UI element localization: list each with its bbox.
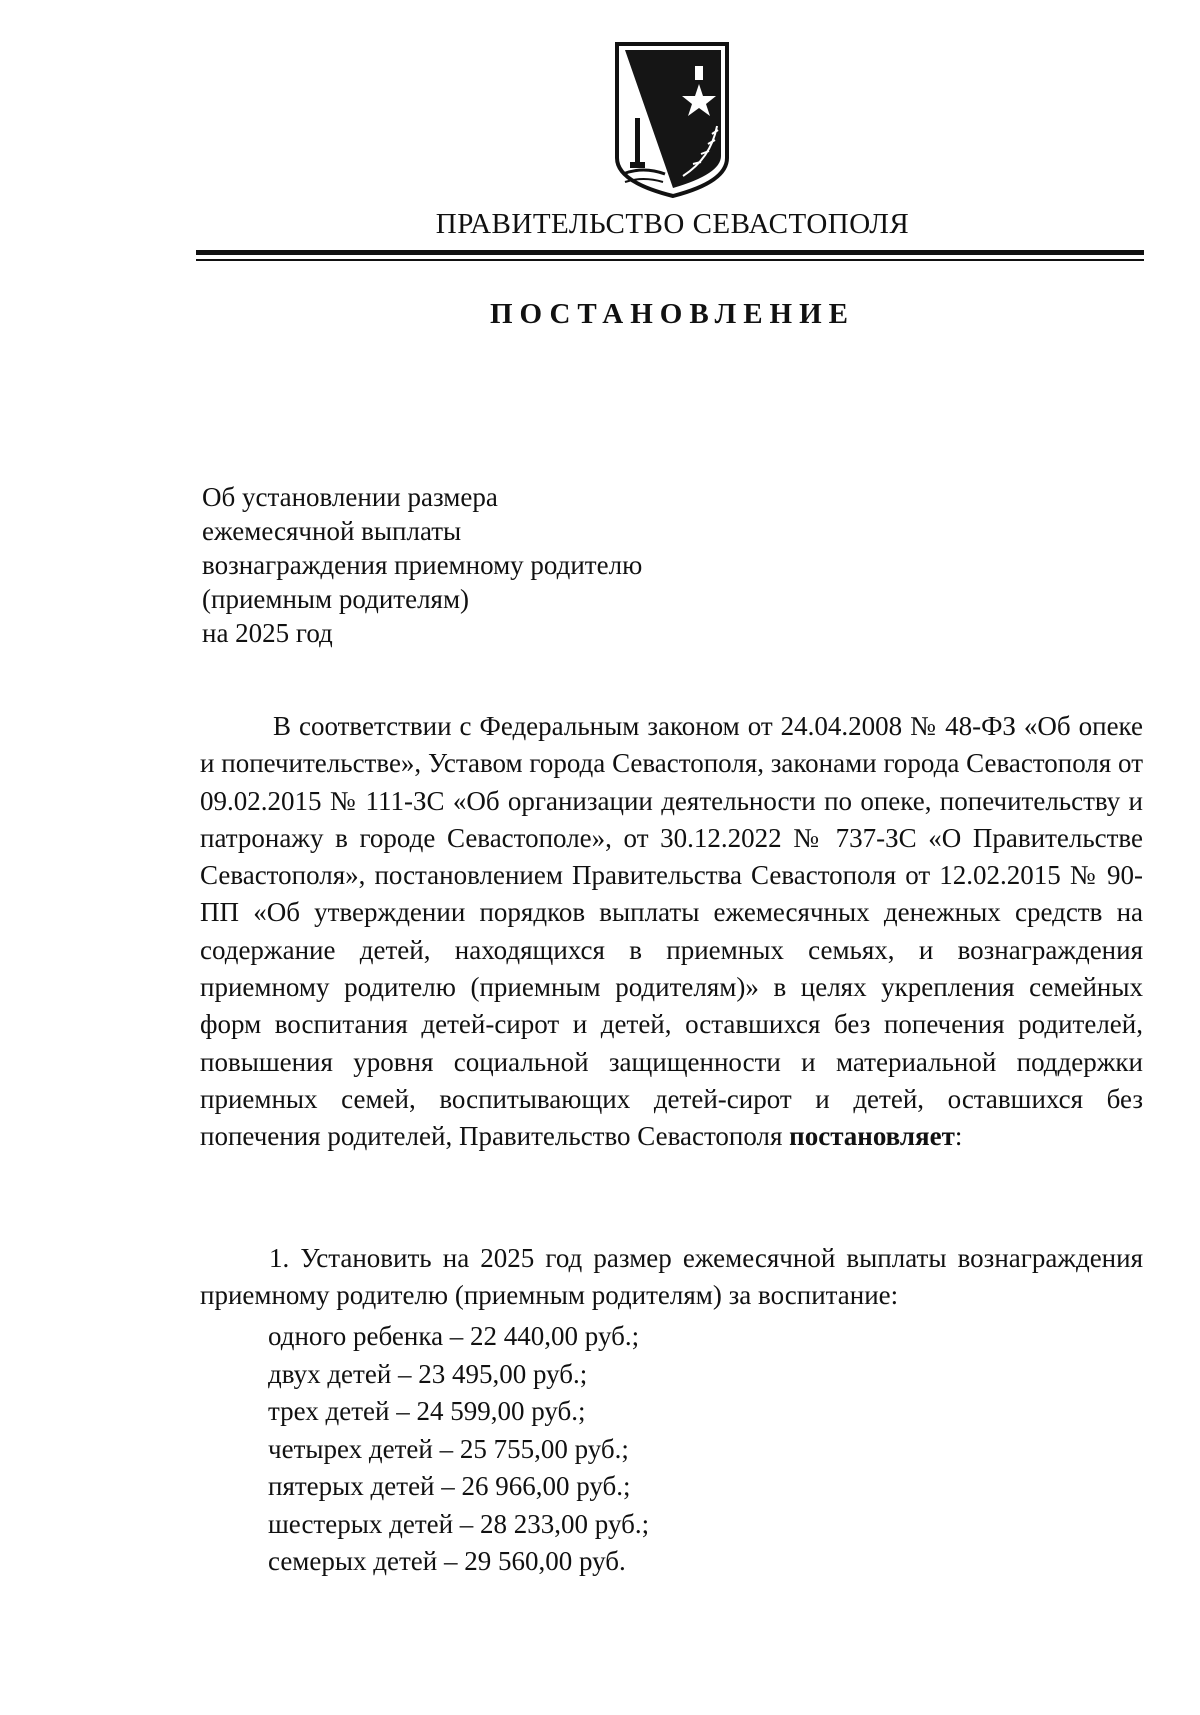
payment-amounts-list bbox=[268, 1318, 649, 1581]
header-divider-thin bbox=[196, 259, 1144, 261]
subject-line: на 2025 год bbox=[202, 618, 333, 648]
sevastopol-coat-of-arms-icon bbox=[613, 40, 731, 198]
preamble-text: В соответствии с Федеральным законом от 24.04.2008 № 48-ФЗ «Об опеке и попечительстве», Уставом города Севастополя, законами города Севастополя от 09.02.2015 № 111-ЗС «Об организации деятельности по опеке, попечительству и патронажу в городе Севастополе», от 30.12.2022 № 737-ЗС «О Правительстве Севастополя», постановлением Правительства Севастополя от 12.02.2015 № 90-ПП «Об утверждении порядков выплаты ежемесячных денежных средств на содержание детей, находящихся в приемных семьях, и вознаграждения приемному родителю (приемным родителям)» в целях укрепления семейных форм воспитания детей-сирот и детей, оставшихся без попечения родителей, повышения уровня социальной защищенности и материальной поддержки приемных семей, воспитывающих детей-сирот и детей, оставшихся без попечения родителей, Правительство Севастополя bbox=[200, 711, 1143, 1152]
decision-punctuation: : bbox=[954, 1121, 963, 1152]
payment-amount-item: одного ребенка – 22 440,00 руб.; bbox=[268, 1321, 640, 1351]
decision-word: постановляет bbox=[789, 1121, 955, 1152]
clause-1-text: 1. Установить на 2025 год размер ежемесячной выплаты вознаграждения приемному родителю (приемным родителям) за воспитание: bbox=[200, 1243, 1143, 1311]
payment-amount-item: шестерых детей – 28 233,00 руб.; bbox=[268, 1508, 650, 1539]
preamble-paragraph bbox=[200, 708, 1143, 1156]
subject-line: вознаграждения приемному родителю bbox=[202, 550, 643, 580]
document-type-title: ПОСТАНОВЛЕНИЕ bbox=[489, 298, 855, 330]
subject-line: Об установлении размера bbox=[202, 482, 498, 512]
payment-amount-item: семерых детей – 29 560,00 руб. bbox=[268, 1546, 626, 1576]
subject-line: (приемным родителям) bbox=[202, 584, 470, 614]
document-subject bbox=[202, 480, 642, 650]
subject-line: ежемесячной выплаты bbox=[202, 516, 462, 546]
payment-amount-item: трех детей – 24 599,00 руб.; bbox=[268, 1396, 586, 1426]
header-divider-thick bbox=[196, 250, 1144, 255]
payment-amount-item: двух детей – 23 495,00 руб.; bbox=[268, 1358, 588, 1389]
payment-amount-item: четырех детей – 25 755,00 руб.; bbox=[268, 1433, 629, 1464]
payment-amount-item: пятерых детей – 26 966,00 руб.; bbox=[268, 1471, 631, 1501]
organization-name: ПРАВИТЕЛЬСТВО СЕВАСТОПОЛЯ bbox=[435, 208, 910, 240]
